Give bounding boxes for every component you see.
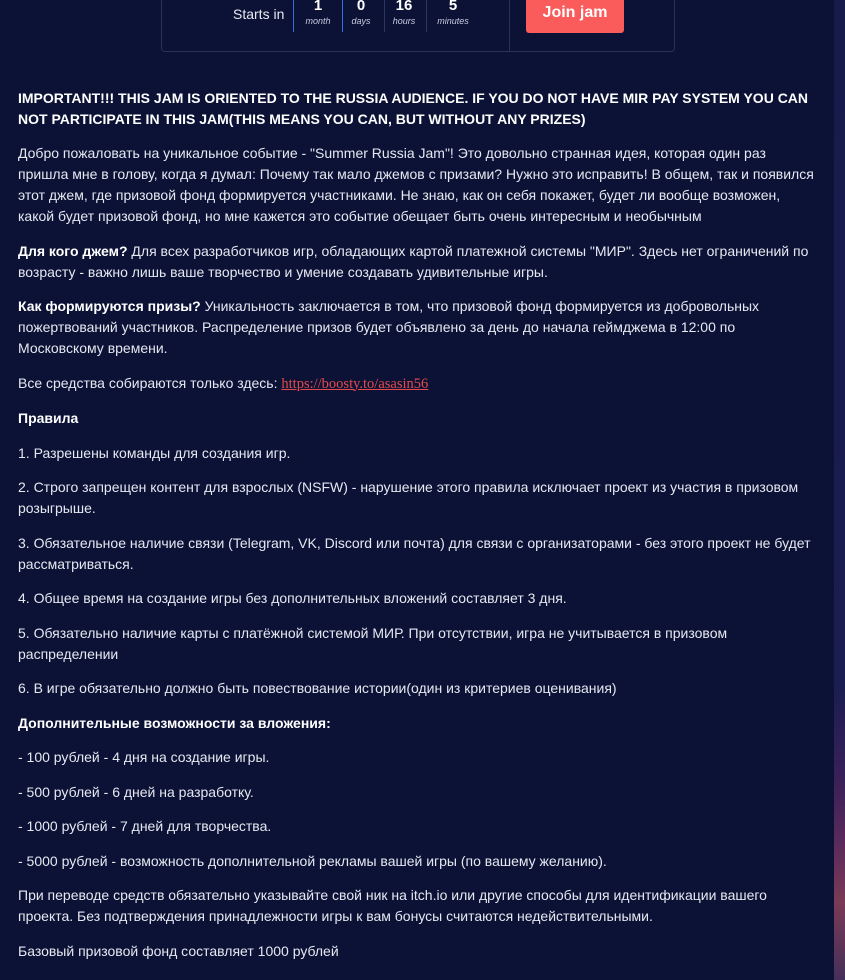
starts-in-label: Starts in [233,6,285,22]
boosty-link[interactable]: https://boosty.to/asasin56 [281,375,429,392]
rule-item: 1. Разрешены команды для создания игр. [18,444,291,461]
join-jam-button[interactable]: Join jam [526,0,624,33]
funds-text: Все средства собираются только здесь: [18,374,282,391]
extra-item: - 500 рублей - 6 дней на разработку. [18,783,254,800]
extra-item: - 100 рублей - 4 дня на создание игры. [18,749,270,765]
countdown-divider [509,0,510,52]
timer-minutes-value: 5 [448,0,458,14]
timer-months-label: month [305,16,331,26]
timer-days-label: days [351,16,371,26]
rule-item: 3. Обязательное наличие связи (Telegram, VK, Discord или почта) для связи с организаторами - без этого проект не будет рассматриваться. [18,534,811,572]
timer-days [337,0,385,32]
rules-heading: Правила [18,410,79,426]
rule-item: 5. Обязательно наличие карты с платёжной системой МИР. При отсутствии, игра не учитывается в призовом распределении [18,624,728,662]
prizes-paragraph [18,296,818,359]
who-paragraph [18,241,818,283]
transfer-note: При переводе средств обязательно указывайте свой ник на itch.io или другие способы для идентификации вашего проекта. Без подтверждения принадлежности игры к вам бонусы считаются недействительными. [18,887,767,924]
countdown-box [161,0,675,52]
base-fund: Базовый призовой фонд составляет 1000 рублей [18,942,339,959]
who-text: Для всех разработчиков игр, обладающих картой платежной системы "МИР". Здесь нет ограничений по возрасту - важно лишь ваше творчество и умение создавать удивительные игры. [18,242,809,280]
timer-months-value: 1 [313,0,323,14]
rule-item: 4. Общее время на создание игры без дополнительных вложений составляет 3 дня. [18,590,567,606]
jam-description [18,88,818,975]
timer-minutes [429,0,477,32]
funds-paragraph [18,373,818,395]
timer-hours-label: hours [392,16,416,26]
prizes-text: Уникальность заключается в том, что призовой фонд формируется из добровольных пожертвований участников. Распределение призов будет объявлено за день до начала геймджема в 12:00 по Московскому времени. [18,298,760,356]
rule-item: 6. В игре обязательно должно быть повествование истории(один из критериев оценивания) [18,680,617,696]
extra-item: - 1000 рублей - 7 дней для творчества. [18,818,272,834]
timer-separator [426,0,427,32]
extras-heading: Дополнительные возможности за вложения: [18,714,331,731]
timer-hours-value: 16 [395,0,413,14]
timer-hours [380,0,428,32]
timer-days-value: 0 [356,0,366,14]
timer-months [293,0,343,32]
welcome-paragraph: Добро пожаловать на уникальное событие - "Summer Russia Jam"! Это довольно странная идея, которая один раз пришла мне в голову, когда я думал: Почему так мало джемов с призами? Нужно это исправить! В общем, так и появился этот джем, где призовой фонд формируется участниками. Не знаю, как он себя покажет, будет ли вообще возможен, какой будет призовой фонд, но мне кажется это событие обещает быть очень интересным и необычным [18,145,814,224]
timer-minutes-label: minutes [437,16,469,26]
rule-item: 2. Строго запрещен контент для взрослых (NSFW) - нарушение этого правила исключает проект из участия в призовом розыгрыше. [18,479,799,516]
background-art [834,0,845,980]
who-heading: Для кого джем? [18,242,128,259]
extra-item: - 5000 рублей - возможность дополнительной рекламы вашей игры (по вашему желанию). [18,852,607,869]
prizes-heading: Как формируются призы? [18,298,201,314]
important-notice: IMPORTANT!!! THIS JAM IS ORIENTED TO THE RUSSIA AUDIENCE. IF YOU DO NOT HAVE MIR PAY SYSTEM YOU CAN NOT PARTICIPATE IN THIS JAM(THIS MEANS YOU CAN, BUT WITHOUT ANY PRIZES) [18,90,809,127]
